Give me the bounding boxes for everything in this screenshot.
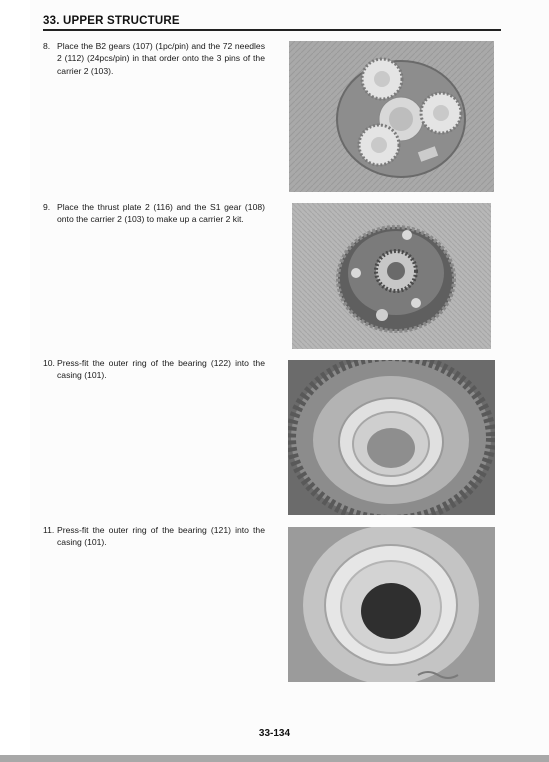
step-number: 10. bbox=[43, 358, 55, 368]
step-text: Press-fit the outer ring of the bearing (121) into the casing (101). bbox=[57, 525, 265, 548]
photo-carrier-gears bbox=[289, 41, 494, 192]
step-text: Place the B2 gears (107) (1pc/pin) and the 72 needles 2 (112) (24pcs/pin) in that order onto the 3 pins of the carrier 2 (103). bbox=[57, 41, 265, 76]
step-number: 11. bbox=[43, 525, 55, 535]
photo-casing-bearing-121 bbox=[288, 527, 495, 682]
step-11 bbox=[43, 524, 265, 549]
step-text: Press-fit the outer ring of the bearing (122) into the casing (101). bbox=[57, 358, 265, 381]
photo-casing-bearing-122 bbox=[288, 360, 495, 515]
step-10 bbox=[43, 357, 265, 382]
photo-carrier-kit bbox=[292, 203, 491, 349]
page-bottom-border bbox=[0, 755, 549, 762]
step-8 bbox=[43, 40, 265, 77]
step-text: Place the thrust plate 2 (116) and the S1 gear (108) onto the carrier 2 (103) to make up a carrier 2 kit. bbox=[57, 202, 265, 225]
step-9 bbox=[43, 201, 265, 226]
section-header bbox=[43, 15, 501, 31]
step-number: 8. bbox=[43, 41, 51, 51]
section-title: 33. UPPER STRUCTURE bbox=[43, 15, 180, 27]
page-number: 33-134 bbox=[258, 728, 291, 739]
step-number: 9. bbox=[43, 202, 51, 212]
